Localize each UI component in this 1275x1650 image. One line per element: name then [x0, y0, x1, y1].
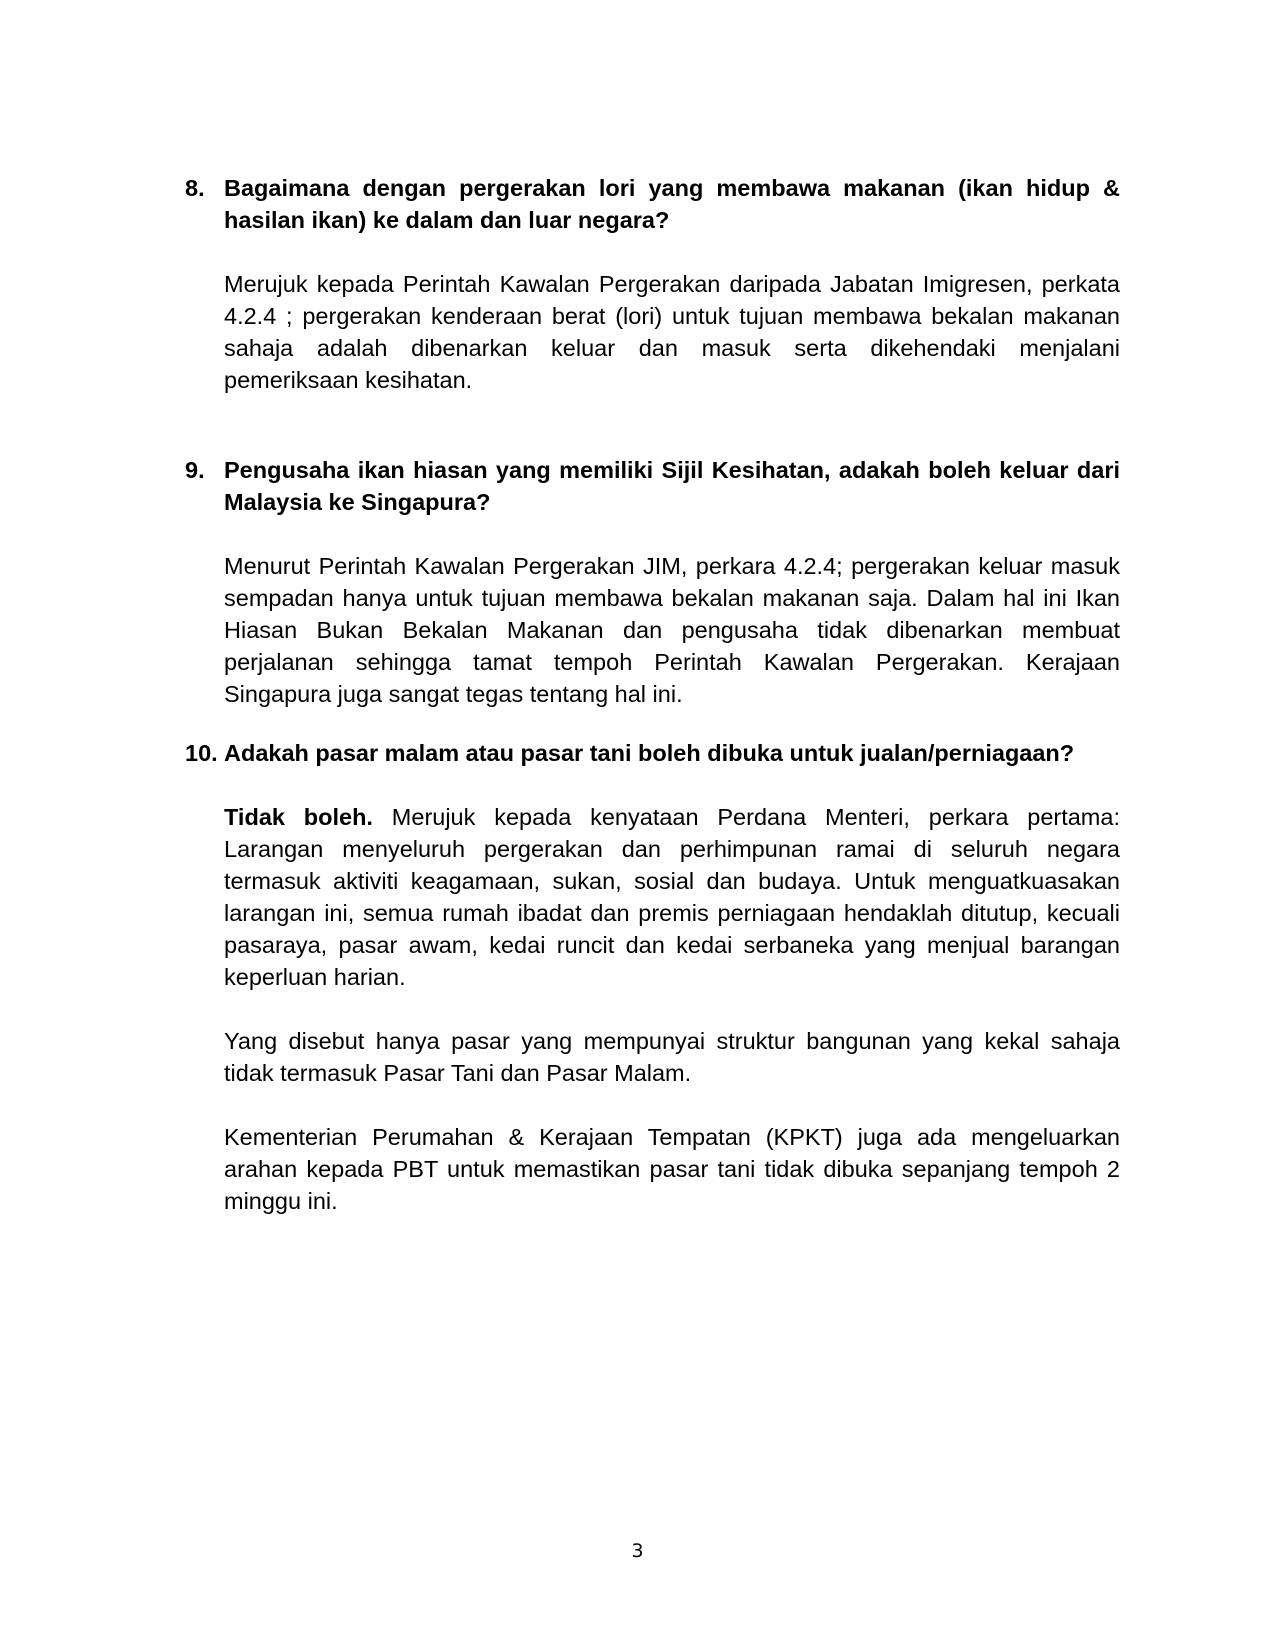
question-text: Pengusaha ikan hiasan yang memiliki Sijil Kesihatan, adakah boleh keluar dari Malaysia ke Singapura? [224, 457, 1120, 515]
answer-text: Menurut Perintah Kawalan Pergerakan JIM, perkara 4.2.4; pergerakan keluar masuk sempadan hanya untuk tujuan membawa bekalan makanan saja. Dalam hal ini Ikan Hiasan Bukan Bekalan Makanan dan pengusaha tidak dibenarkan membuat perjalanan sehingga tamat tempoh Perintah Kawalan Pergerakan. Kerajaan Singapura juga sangat tegas tentang hal ini. [224, 553, 1120, 707]
answer [224, 550, 1120, 710]
answer-text: Merujuk kepada Perintah Kawalan Pergerakan daripada Jabatan Imigresen, perkata 4.2.4 ; pergerakan kenderaan berat (lori) untuk tujuan membawa bekalan makanan sahaja adalah dibenarkan keluar dan masuk serta dikehendaki menjalani pemeriksaan kesihatan. [224, 271, 1120, 393]
faq-item-9 [185, 454, 1120, 710]
page-number: 3 [631, 1540, 644, 1562]
question-text: Bagaimana dengan pergerakan lori yang membawa makanan (ikan hidup & hasilan ikan) ke dalam dan luar negara? [224, 175, 1120, 233]
question-number: 9. [185, 457, 205, 483]
faq-item-8 [185, 172, 1120, 396]
question-number: 10. [185, 740, 218, 766]
question-number: 8. [185, 175, 205, 201]
answer-paragraph-1 [224, 801, 1120, 993]
question [185, 172, 1120, 236]
answer-paragraph-2: Yang disebut hanya pasar yang mempunyai struktur bangunan yang kekal sahaja tidak termasuk Pasar Tani dan Pasar Malam. [224, 1028, 1120, 1086]
faq-item-10 [185, 737, 1120, 1217]
question [185, 454, 1120, 518]
answer-paragraph-3: Kementerian Perumahan & Kerajaan Tempatan (KPKT) juga ada mengeluarkan arahan kepada PBT untuk memastikan pasar tani tidak dibuka sepanjang tempoh 2 minggu ini. [224, 1124, 1120, 1214]
answer [224, 268, 1120, 396]
answer-text: Merujuk kepada kenyataan Perdana Menteri, perkara pertama: Larangan menyeluruh pergerakan dan perhimpunan ramai di seluruh negara termasuk aktiviti keagamaan, sukan, sosial dan budaya. Untuk menguatkuasakan larangan ini, semua rumah ibadat dan premis perniagaan hendaklah ditutup, kecuali pasaraya, pasar awam, kedai runcit dan kedai serbaneka yang menjual barangan keperluan harian. [224, 804, 1120, 990]
answer [224, 801, 1120, 1217]
question [185, 737, 1120, 769]
answer-lead: Tidak boleh. [224, 804, 373, 830]
question-text: Adakah pasar malam atau pasar tani boleh dibuka untuk jualan/perniagaan? [224, 740, 1075, 766]
